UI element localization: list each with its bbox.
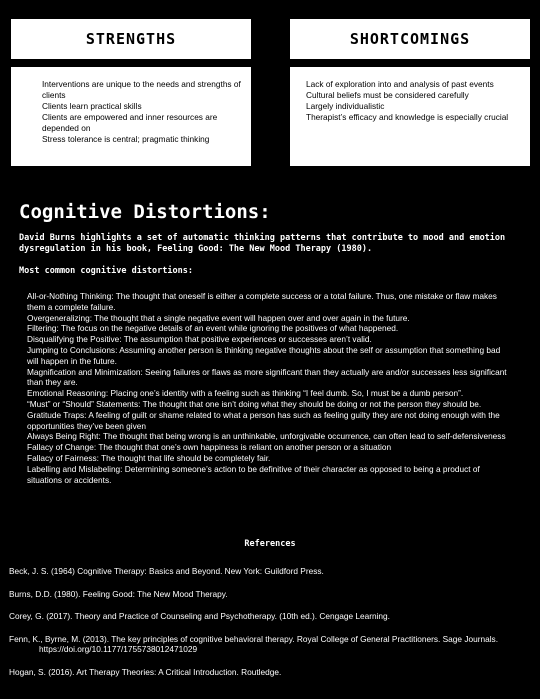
list-item: Lack of exploration into and analysis of past events [306,79,494,89]
list-item: All-or-Nothing Thinking: The thought that oneself is either a complete success or a total failure. Thus, one mistake or flaw makes them a complete failure. [27,291,497,312]
reference-item: Hogan, S. (2016). Art Therapy Theories: A Critical Introduction. Routledge. [9,666,282,677]
list-item: Clients are empowered and inner resources are depended on [42,112,218,133]
list-item: Filtering: The focus on the negative details of an event while ignoring the positives of what happened. [27,323,399,334]
list-item: Magnification and Minimization: Seeing failures or flaws as more significant than they actually are and/or successes less significant than they are. [27,366,507,388]
list-item: Largely individualistic [306,101,385,111]
list-item: Fallacy of Change: The thought that one’s own happiness is reliant on another person or a situation [27,442,392,453]
list-item: Gratitude Traps: A feeling of guilt or shame related to what a person has such as feeling guilty they are not doing enough with the opportunities they’ve been given [27,409,500,431]
list-item: Cultural beliefs must be considered carefully [306,90,469,100]
list-item: Interventions are unique to the needs and strengths of clients [42,79,241,100]
reference-item: Corey, G. (2017). Theory and Practice of Counseling and Psychotherapy. (10th ed.). Cengage Learning. [9,611,390,621]
reference-item: Beck, J. S. (1964) Cognitive Therapy: Basics and Beyond. New York: Guildford Press. [9,566,324,576]
list-item: Stress tolerance is central; pragmatic thinking [42,134,210,144]
list-item: “Must” or “Should” Statements: The thought that one isn’t doing what they should be doing or not the person they should be. [27,398,482,409]
distortions-list [27,291,507,485]
list-item: Always Being Right: The thought that being wrong is an unthinkable, unforgivable occurrence, can often lead to self-defensiveness [27,431,506,442]
distortions-subheading: Most common cognitive distortions: [19,266,193,276]
list-item: Jumping to Conclusions: Assuming another person is thinking negative thoughts about the self or assumption that something bad will happen in the future. [27,344,501,366]
strengths-header-box [11,19,251,59]
distortions-list-container [27,291,507,485]
list-item: Disqualifying the Positive: The assumption that positive experiences or successes aren’t valid. [27,334,372,345]
list-item: Fallacy of Fairness: The thought that life should be completely fair. [27,452,271,463]
strengths-list [42,79,247,145]
list-item: Emotional Reasoning: Placing one’s identity with a feeling such as thinking “I feel dumb. So, I must be a dumb person”. [27,388,464,399]
list-item: Labelling and Mislabeling: Determining someone’s action to be definitive of their character as opposed to being a product of situations or accidents. [27,463,480,485]
shortcomings-heading: SHORTCOMINGS [349,30,471,48]
distortions-title: Cognitive Distortions: [19,201,271,223]
reference-item: Burns, D.D. (1980). Feeling Good: The New Mood Therapy. [9,588,228,599]
list-item: Overgeneralizing: The thought that a single negative event will happen over and over again in the future. [27,312,410,323]
references-title: References [244,539,296,549]
strengths-list-box [11,67,251,166]
shortcomings-list [306,79,524,123]
strengths-heading: STRENGTHS [85,30,177,48]
reference-item: Fenn, K., Byrne, M. (2013). The key principles of cognitive behavioral therapy. Royal College of General Practitioners. Sage Journals. https://doi.org/10.1177/1755738012471029 [9,633,498,654]
shortcomings-list-box [290,67,530,166]
list-item: Therapist’s efficacy and knowledge is especially crucial [306,112,509,122]
shortcomings-header-box [290,19,530,59]
list-item: Clients learn practical skills [42,101,142,111]
distortions-intro: David Burns highlights a set of automatic thinking patterns that contribute to mood and emotion dysregulation in his book, Feeling Good: The New Mood Therapy (1980). [19,233,506,254]
references-list [9,566,534,689]
